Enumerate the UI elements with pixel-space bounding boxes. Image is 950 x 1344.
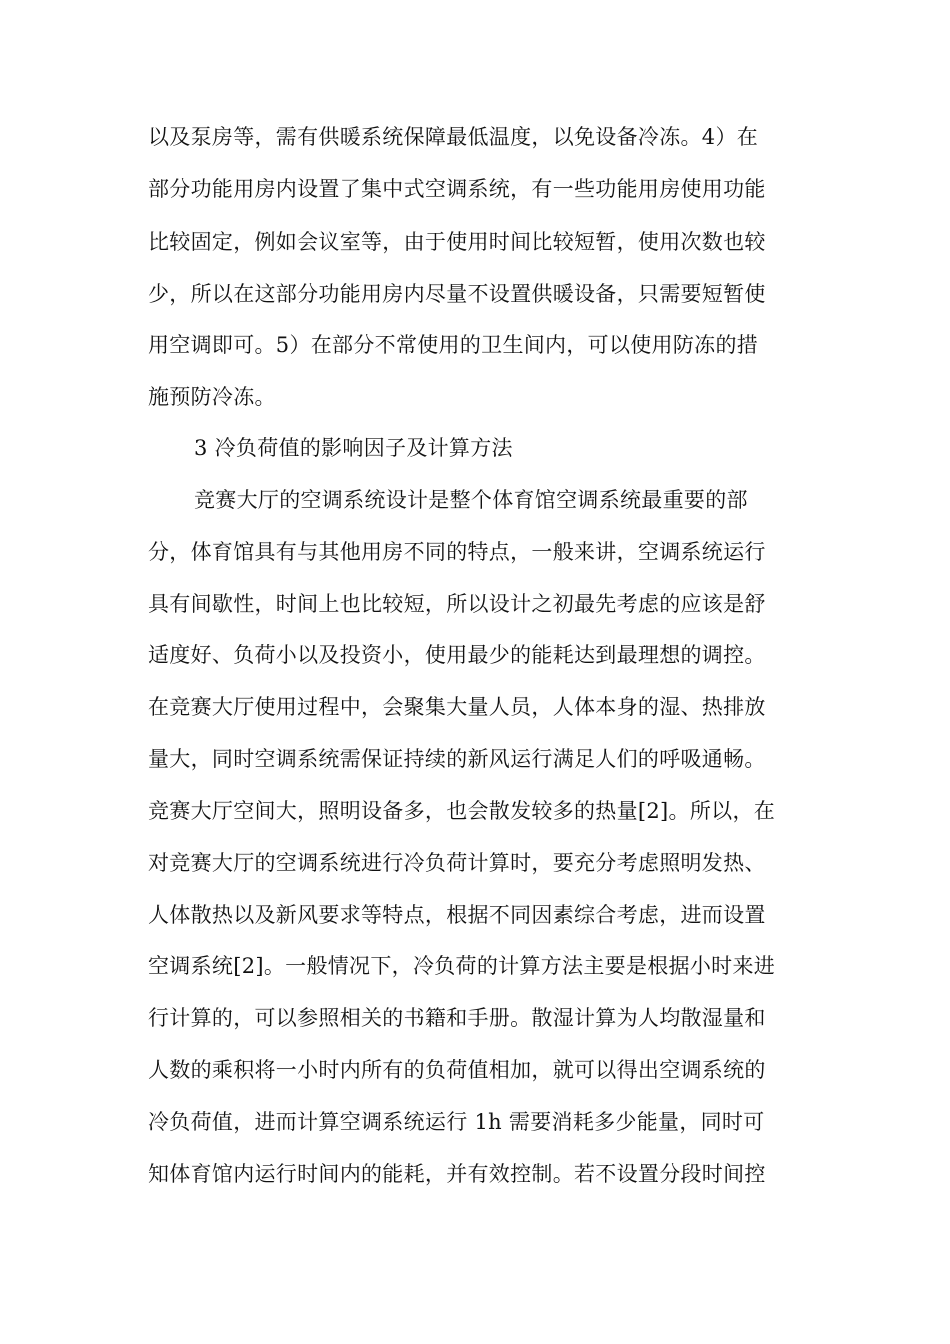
text-line: 比较固定，例如会议室等，由于使用时间比较短暂，使用次数也较	[148, 230, 766, 254]
text-line: 适度好、负荷小以及投资小，使用最少的能耗达到最理想的调控。	[148, 643, 766, 667]
section-heading: 3 冷负荷值的影响因子及计算方法	[194, 436, 513, 460]
text-line: 量大，同时空调系统需保证持续的新风运行满足人们的呼吸通畅。	[148, 747, 766, 771]
text-line: 冷负荷值，进而计算空调系统运行 1h 需要消耗多少能量，同时可	[148, 1110, 765, 1134]
text-line: 人数的乘积将一小时内所有的负荷值相加，就可以得出空调系统的	[148, 1058, 766, 1082]
text-line: 以及泵房等，需有供暖系统保障最低温度，以免设备冷冻。4）在	[148, 125, 759, 149]
text-line: 施预防冷冻。	[148, 385, 276, 409]
text-line: 人体散热以及新风要求等特点，根据不同因素综合考虑，进而设置	[148, 903, 766, 927]
text-line: 竞赛大厅空间大，照明设备多，也会散发较多的热量[2]。所以，在	[148, 799, 776, 823]
text-line: 在竞赛大厅使用过程中，会聚集大量人员，人体本身的湿、热排放	[148, 695, 766, 719]
text-line: 用空调即可。5）在部分不常使用的卫生间内，可以使用防冻的措	[148, 333, 759, 357]
text-line: 具有间歇性，时间上也比较短，所以设计之初最先考虑的应该是舒	[148, 592, 766, 616]
paragraph-first-line: 竞赛大厅的空调系统设计是整个体育馆空调系统最重要的部	[194, 488, 748, 512]
text-line: 知体育馆内运行时间内的能耗，并有效控制。若不设置分段时间控	[148, 1162, 766, 1186]
text-line: 空调系统[2]。一般情况下，冷负荷的计算方法主要是根据小时来进	[148, 954, 776, 978]
text-line: 对竞赛大厅的空调系统进行冷负荷计算时，要充分考虑照明发热、	[148, 851, 766, 875]
text-line: 行计算的，可以参照相关的书籍和手册。散湿计算为人均散湿量和	[148, 1006, 766, 1030]
text-line: 少，所以在这部分功能用房内尽量不设置供暖设备，只需要短暂使	[148, 282, 766, 306]
text-line: 部分功能用房内设置了集中式空调系统，有一些功能用房使用功能	[148, 177, 766, 201]
text-line: 分，体育馆具有与其他用房不同的特点，一般来讲，空调系统运行	[148, 540, 766, 564]
